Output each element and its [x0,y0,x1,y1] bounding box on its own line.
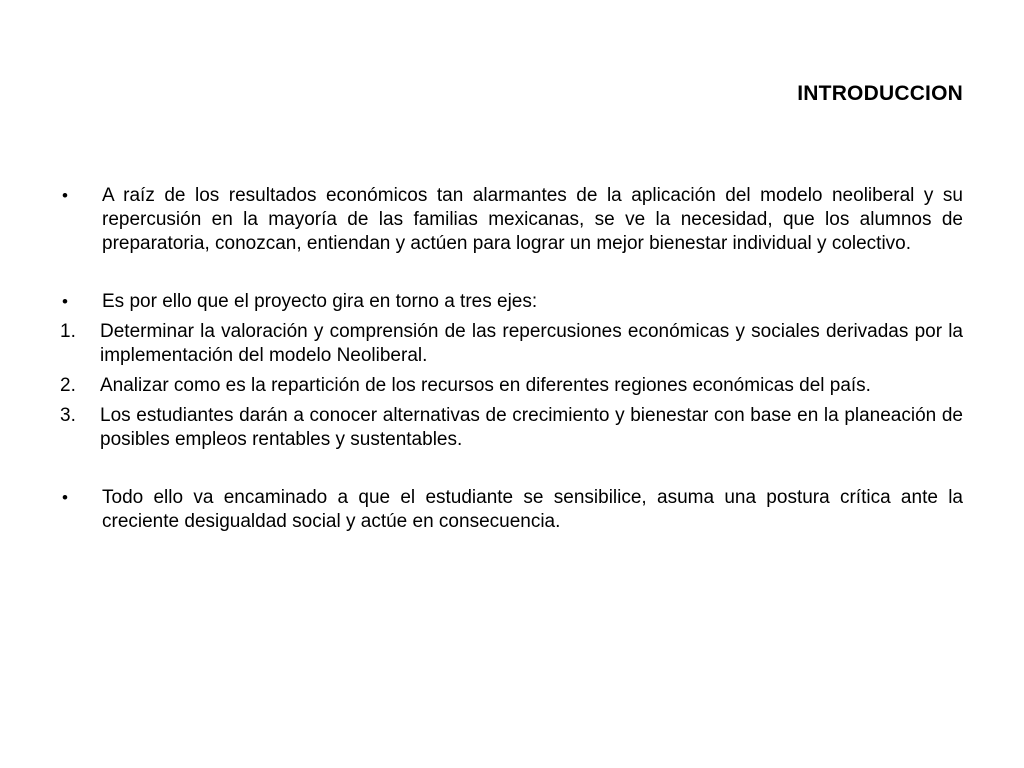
bullet-text: Es por ello que el proyecto gira en torno a tres ejes: [102,291,538,312]
bullet-text: A raíz de los resultados económicos tan alarmantes de la aplicación del modelo neoliberal y su repercusión en la mayoría de las familias mexicanas, se ve la necesidad, que los alumnos de preparatoria, conozcan, entiendan y actúen para lograr un mejor bienestar individual y colectivo. [102,185,963,254]
bullet-item-intro [60,184,963,256]
numbered-item-2 [60,374,963,398]
number-marker: 3. [60,405,76,426]
number-marker: 2. [60,375,76,396]
slide-body [60,184,963,534]
number-marker: 1. [60,321,76,342]
bullet-text: Todo ello va encaminado a que el estudiante se sensibilice, asuma una postura crítica ante la creciente desigualdad social y actúe en consecuencia. [102,487,963,532]
bullet-marker: • [62,186,68,205]
bullet-marker: • [62,488,68,507]
numbered-text: Determinar la valoración y comprensión de las repercusiones económicas y sociales derivadas por la implementación del modelo Neoliberal. [100,321,963,366]
slide-title: INTRODUCCION [797,82,963,105]
numbered-item-1 [60,320,963,368]
numbered-text: Los estudiantes darán a conocer alternativas de crecimiento y bienestar con base en la planeación de posibles empleos rentables y sustentables. [100,405,963,450]
bullet-item-conclusion [60,486,963,534]
numbered-text: Analizar como es la repartición de los recursos en diferentes regiones económicas del país. [100,375,871,396]
bullet-marker: • [62,292,68,311]
bullet-item-axes [60,290,963,314]
numbered-item-3 [60,404,963,452]
